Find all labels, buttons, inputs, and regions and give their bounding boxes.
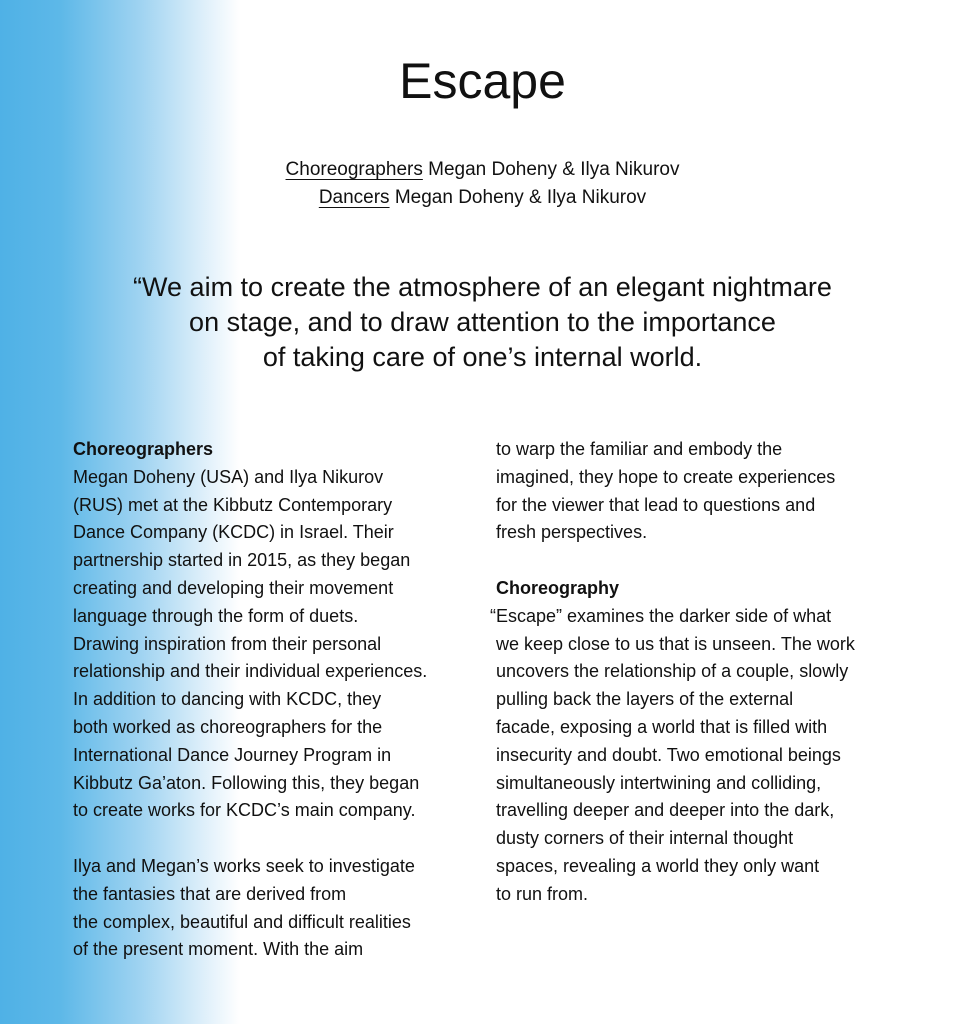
bio-line: Drawing inspiration from their personal xyxy=(73,633,382,654)
pull-quote xyxy=(60,270,905,375)
choreography-line: insecurity and doubt. Two emotional beings xyxy=(496,744,841,765)
bio-line: In addition to dancing with KCDC, they xyxy=(73,689,382,710)
choreography-line: simultaneously intertwining and colliding, xyxy=(496,772,822,793)
bio-line: Dance Company (KCDC) in Israel. Their xyxy=(73,522,394,543)
choreographers-credit-label: Choreographers xyxy=(285,159,423,180)
bio-line: language through the form of duets. xyxy=(73,605,359,626)
quote-line: “We aim to create the atmosphere of an elegant nightmare xyxy=(133,272,832,302)
quote-line: on stage, and to draw attention to the importance xyxy=(189,307,776,337)
bio-line: International Dance Journey Program in xyxy=(73,744,392,765)
choreography-line: we keep close to us that is unseen. The work xyxy=(496,633,855,654)
choreography-line: pulling back the layers of the external xyxy=(496,689,794,710)
choreography-line: uncovers the relationship of a couple, slowly xyxy=(496,661,849,682)
bio-line: for the viewer that lead to questions and xyxy=(496,494,816,515)
bio-line: partnership started in 2015, as they began xyxy=(73,550,411,571)
text-column-left xyxy=(73,436,473,964)
text-column-right xyxy=(490,436,906,909)
quote-line: of taking care of one’s internal world. xyxy=(262,342,703,372)
choreography-line: facade, exposing a world that is filled with xyxy=(496,716,828,737)
dancers-credit-label: Dancers xyxy=(318,187,390,208)
dancers-credit-names: Megan Doheny & Ilya Nikurov xyxy=(389,187,647,208)
bio-line: fresh perspectives. xyxy=(496,522,648,543)
choreography-line: spaces, revealing a world they only want xyxy=(496,855,820,876)
bio-line: (RUS) met at the Kibbutz Contemporary xyxy=(73,494,393,515)
bio-line: to create works for KCDC’s main company. xyxy=(73,800,416,821)
bio-line: both worked as choreographers for the xyxy=(73,716,383,737)
bio-line: Kibbutz Ga’aton. Following this, they began xyxy=(73,772,420,793)
section-heading-choreographers: Choreographers xyxy=(73,439,214,459)
paragraph-spacer xyxy=(496,547,906,575)
credits-choreographers-row xyxy=(0,156,965,184)
credits-block xyxy=(0,156,965,212)
bio-line: Ilya and Megan’s works seek to investigate xyxy=(73,855,415,876)
choreography-line: “Escape” examines the darker side of what xyxy=(490,605,832,626)
paragraph-spacer xyxy=(73,825,473,853)
bio-line: to warp the familiar and embody the xyxy=(496,439,783,459)
page-title: Escape xyxy=(399,53,566,109)
bio-line: Megan Doheny (USA) and Ilya Nikurov xyxy=(73,466,384,487)
bio-line: of the present moment. With the aim xyxy=(73,939,364,960)
choreography-line: travelling deeper and deeper into the dark, xyxy=(496,800,835,821)
choreography-line: to run from. xyxy=(496,883,589,904)
section-heading-choreography: Choreography xyxy=(496,577,620,598)
bio-line: creating and developing their movement xyxy=(73,577,394,598)
choreography-line: dusty corners of their internal thought xyxy=(496,828,794,849)
bio-line: imagined, they hope to create experiences xyxy=(496,466,836,487)
credits-dancers-row xyxy=(0,184,965,212)
bio-line: the complex, beautiful and difficult realities xyxy=(73,911,411,932)
bio-line: the fantasies that are derived from xyxy=(73,883,347,904)
bio-line: relationship and their individual experiences. xyxy=(73,661,428,682)
choreographers-credit-names: Megan Doheny & Ilya Nikurov xyxy=(422,159,680,180)
